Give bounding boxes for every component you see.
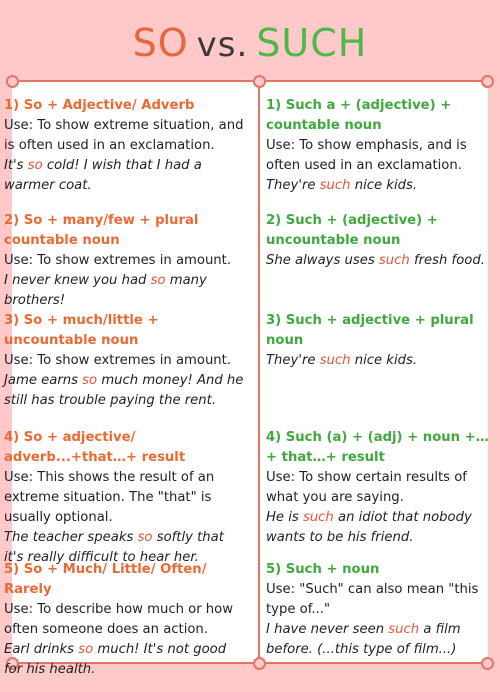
rule-heading: 4) Such (a) + (adj) + noun +…+ that…+ result [266,430,489,465]
rule-use: Use: To show extremes in amount. [4,253,232,268]
rule-example: It's so cold! I wish that I had a warmer coat. [4,158,202,193]
so-rule-1 [4,96,244,196]
rule-example: I have never seen such a film before. (...this type of film...) [266,622,461,657]
rule-heading: 2) So + many/few + plural countable noun [4,213,199,248]
title-such: SUCH [256,21,368,65]
rule-heading: 5) Such + noun [266,562,380,577]
corner-circle-icon [6,75,19,88]
rule-use: Use: To show certain results of what you are saying. [266,470,467,505]
highlight-word: such [378,253,410,268]
rule-example: The teacher speaks so softly that it's really difficult to hear her. [4,530,224,565]
highlight-word: such [302,510,334,525]
rule-heading: 1) Such a + (adjective) + countable noun [266,98,452,133]
rule-example: Earl drinks so much! It's not good for his health. [4,642,227,677]
rule-use: Use: To show extreme situation, and is often used in an exclamation. [4,118,244,153]
rule-use: Use: To show extremes in amount. [4,353,232,368]
rule-example: I never knew you had so many brothers! [4,273,207,308]
rule-heading: 2) Such + (adjective) + uncountable noun [266,213,438,248]
rule-example: He is such an idiot that nobody wants to be his friend. [266,510,472,545]
rule-heading: 3) Such + adjective + plural noun [266,313,474,348]
highlight-word: so [27,158,43,173]
rule-use: Use: To describe how much or how often someone does an action. [4,602,234,637]
highlight-word: so [82,373,98,388]
highlight-word: so [137,530,153,545]
such-rule-1 [266,96,498,196]
highlight-word: so [78,642,94,657]
such-rule-3 [266,311,498,371]
rule-example: She always uses such fresh food. [266,253,485,268]
rule-use: Use: "Such" can also mean "this type of..." [266,582,479,617]
rule-use: Use: This shows the result of an extreme situation. The "that" is usually optional. [4,470,215,525]
so-rule-4 [4,428,244,568]
corner-circle-icon [253,75,266,88]
column-divider [258,80,260,663]
so-rule-3 [4,311,244,411]
highlight-word: such [319,178,351,193]
such-rule-4 [266,428,498,548]
title-so: SO [132,21,189,65]
rule-example: They're such nice kids. [266,353,418,368]
corner-circle-icon [481,75,494,88]
rule-heading: 1) So + Adjective/ Adverb [4,98,195,113]
such-rule-5 [266,560,498,660]
highlight-word: so [150,273,166,288]
so-rule-5 [4,560,244,680]
rule-use: Use: To show emphasis, and is often used in an exclamation. [266,138,467,173]
such-rule-2 [266,211,498,271]
rule-example: They're such nice kids. [266,178,418,193]
highlight-word: such [319,353,351,368]
rule-heading: 3) So + much/little + uncountable noun [4,313,159,348]
top-divider [12,80,488,82]
highlight-word: such [388,622,420,637]
rule-heading: 5) So + Much/ Little/ Often/ Rarely [4,562,207,597]
title-vs: vs. [196,25,249,65]
page-title [0,18,500,70]
so-rule-2 [4,211,244,311]
rule-example: Jame earns so much money! And he still has trouble paying the rent. [4,373,244,408]
rule-heading: 4) So + adjective/ adverb...+that…+ result [4,430,186,465]
corner-circle-icon [253,657,266,670]
